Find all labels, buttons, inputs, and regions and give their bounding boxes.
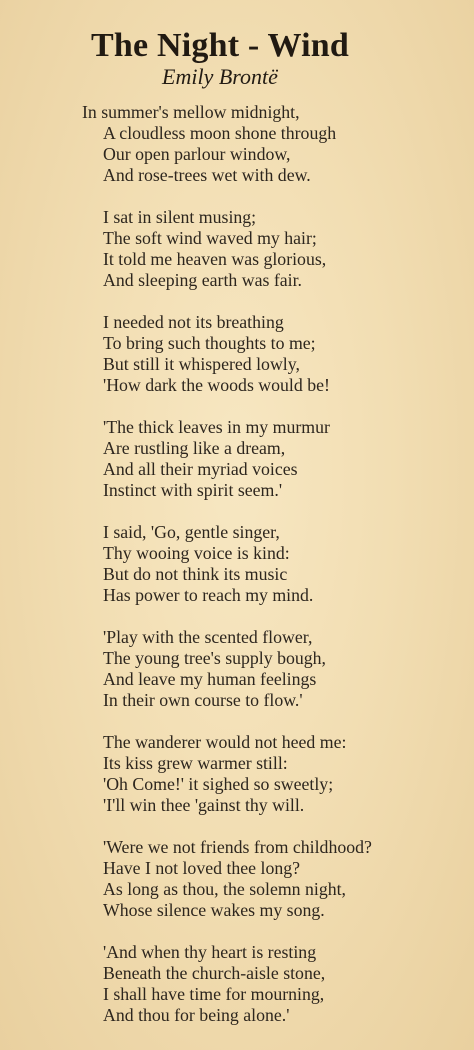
poem-line: Its kiss grew warmer still: — [103, 753, 288, 773]
poem-line: A cloudless moon shone through — [103, 123, 337, 143]
poem-line: 'Play with the scented flower, — [103, 627, 313, 647]
poem-line: And rose-trees wet with dew. — [103, 165, 311, 185]
poem-line: Whose silence wakes my song. — [103, 900, 325, 920]
poem-line: The young tree's supply bough, — [103, 648, 326, 668]
poem-author: Emily Brontë — [162, 64, 278, 89]
stanza-7 — [82, 732, 472, 816]
poem-line: I sat in silent musing; — [103, 207, 257, 227]
poem-line: To bring such thoughts to me; — [103, 333, 316, 353]
poem-line: I shall have time for mourning, — [103, 984, 325, 1004]
poem-title: The Night - Wind — [91, 27, 349, 64]
poem-line: The wanderer would not heed me: — [103, 732, 347, 752]
poem-line: 'Oh Come!' it sighed so sweetly; — [103, 774, 334, 794]
poem-body — [82, 102, 472, 1047]
poem-line: Instinct with spirit seem.' — [103, 480, 283, 500]
poem-line: And all their myriad voices — [103, 459, 298, 479]
poem-line: In summer's mellow midnight, — [82, 102, 300, 122]
poem-line: And thou for being alone.' — [103, 1005, 290, 1025]
poem-line: Are rustling like a dream, — [103, 438, 286, 458]
poem-line: Beneath the church-aisle stone, — [103, 963, 326, 983]
stanza-1 — [82, 102, 472, 186]
poem-line: 'Were we not friends from childhood? — [103, 837, 372, 857]
stanza-4 — [82, 417, 472, 501]
poem-line: 'And when thy heart is resting — [103, 942, 317, 962]
poem-line: 'How dark the woods would be! — [103, 375, 330, 395]
stanza-6 — [82, 627, 472, 711]
poem-line: Have I not loved thee long? — [103, 858, 301, 878]
poem-line: As long as thou, the solemn night, — [103, 879, 346, 899]
poem-line: But do not think its music — [103, 564, 288, 584]
stanza-5 — [82, 522, 472, 606]
poem-line: 'I'll win thee 'gainst thy will. — [103, 795, 305, 815]
poem-line: Our open parlour window, — [103, 144, 291, 164]
stanza-8 — [82, 837, 472, 921]
stanza-2 — [82, 207, 472, 291]
poem-line: 'The thick leaves in my murmur — [103, 417, 330, 437]
poem-line: I said, 'Go, gentle singer, — [103, 522, 280, 542]
poem-line: In their own course to flow.' — [103, 690, 303, 710]
poem-line: And leave my human feelings — [103, 669, 317, 689]
poem-line: I needed not its breathing — [103, 312, 284, 332]
poem-line: Thy wooing voice is kind: — [103, 543, 290, 563]
poem-line: The soft wind waved my hair; — [103, 228, 317, 248]
stanza-3 — [82, 312, 472, 396]
poem-line: But still it whispered lowly, — [103, 354, 300, 374]
stanza-9 — [82, 942, 472, 1026]
poem-line: Has power to reach my mind. — [103, 585, 314, 605]
poem-line: It told me heaven was glorious, — [103, 249, 327, 269]
poem-line: And sleeping earth was fair. — [103, 270, 302, 290]
